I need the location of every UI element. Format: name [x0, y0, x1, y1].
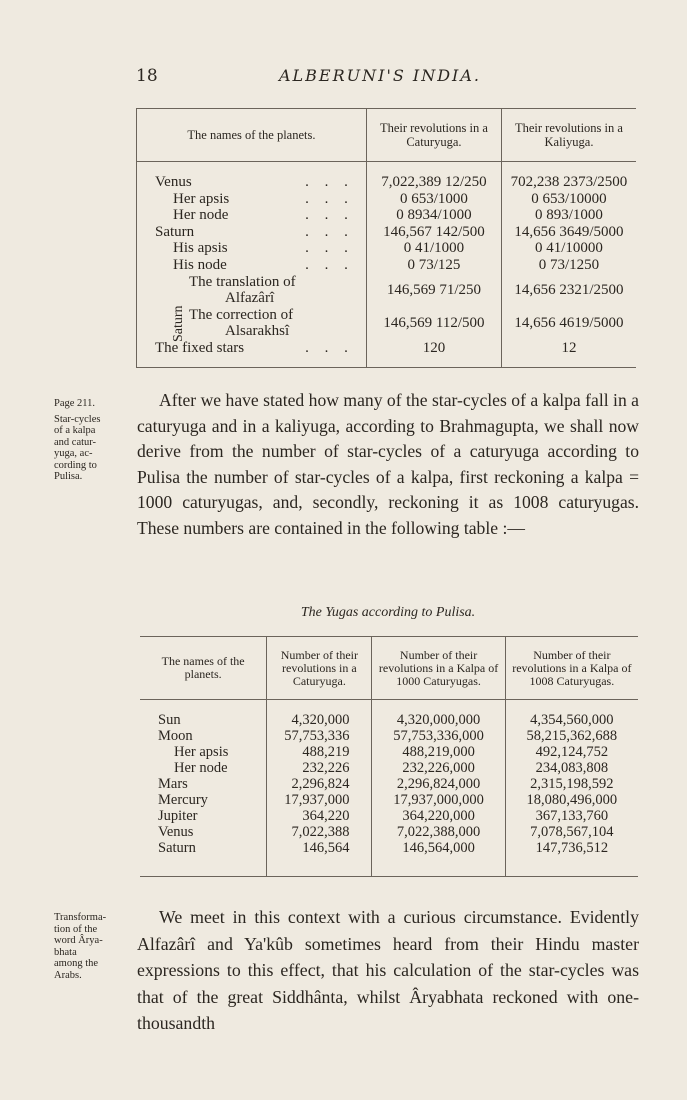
sidenote-line: Arabs.: [54, 969, 82, 981]
paragraph-star-cycles: After we have stated how many of the star-cycles of a kalpa fall in a caturyuga and in a kaliyuga, according to Brahmagupta, we shall now derive from the number of star-cycles of a caturyuga according to Pulisa the number of star-cycles of a kalpa, first reckoning a kalpa = 1000 caturyugas, and, secondly, reckoning it as 1008 caturyugas. These numbers are contained in the following table :—: [137, 390, 639, 538]
table1-row: [137, 207, 637, 224]
caturyuga-count: 7,022,388: [267, 824, 372, 840]
kalpa-1000-count: 232,226,000: [372, 760, 505, 776]
planet-name-cell: [137, 257, 367, 274]
caturyuga-value: 146,569 71/250: [366, 274, 501, 307]
sidenote-line: Pulisa.: [54, 471, 83, 482]
kalpa-1000-count: 364,220,000: [372, 808, 505, 824]
planet-name-text: Her node: [173, 207, 229, 224]
kalpa-1008-count: 234,083,808: [505, 760, 638, 776]
planet-name: Saturn: [140, 840, 267, 877]
kaliyuga-value: 0 893/1000: [501, 207, 636, 224]
planet-name-cell: [137, 240, 367, 257]
kaliyuga-value: 14,656 2321/2500: [501, 274, 636, 307]
leader-dots: . . .: [305, 223, 354, 240]
table1-row: [137, 257, 637, 274]
caturyuga-value: 7,022,389 12/250: [366, 174, 501, 191]
table2-row: [140, 728, 638, 744]
planet-name: [137, 257, 366, 274]
caturyuga-value: 120: [366, 340, 501, 367]
table1-row-fixed-stars: [137, 340, 637, 367]
leader-dots: . . .: [305, 207, 354, 224]
table1-header-kaliyuga: Their revolutions in a Kaliyuga.: [501, 109, 636, 162]
kalpa-1008-count: 4,354,560,000: [505, 712, 638, 728]
table1-row: [137, 174, 637, 191]
planet-name: Mars: [158, 776, 188, 792]
kalpa-1008-count: 58,215,362,688: [505, 728, 638, 744]
planet-name-cell: [137, 174, 367, 191]
sidenote-line: yuga, ac-: [54, 448, 93, 459]
sidenote-line: Page 211.: [54, 398, 96, 409]
planet-name: [137, 340, 366, 357]
saturn-vertical-label: Saturn: [171, 305, 186, 342]
sidenote-transformation: [54, 912, 106, 981]
table2-row: [140, 792, 638, 808]
planet-name-cell: [137, 340, 367, 367]
kalpa-1000-count: 146,564,000: [372, 840, 505, 877]
table1-row: [137, 224, 637, 241]
kalpa-1008-count: 367,133,760: [505, 808, 638, 824]
planet-name-text: The fixed stars: [155, 339, 245, 356]
leader-dots: . . .: [305, 240, 354, 257]
table2-header-names: The names of the planets.: [140, 637, 267, 700]
kaliyuga-value: 0 653/10000: [501, 191, 636, 208]
table2-header-caturyuga: Number of their revolutions in a Caturyuga.: [267, 637, 372, 700]
caturyuga-count: 2,296,824: [267, 776, 372, 792]
kalpa-1000-count: 7,022,388,000: [372, 824, 505, 840]
leader-dots: . . .: [305, 256, 354, 273]
table2-row: [140, 808, 638, 824]
kalpa-1008-count: 147,736,512: [505, 840, 638, 877]
planet-name-cell: [137, 207, 367, 224]
kalpa-1008-count: 18,080,496,000: [505, 792, 638, 808]
kalpa-1008-count: 2,315,198,592: [505, 776, 638, 792]
paragraph-curious-circumstance: We meet in this context with a curious circumstance. Evidently Alfazârî and Ya'kûb sometimes heard from their Hindu master expressions to this effect, that his calculation of the star-cycles was that of the great Siddhânta, whilst Âryabhata reckoned with one-thousandth: [137, 907, 639, 1033]
caturyuga-count: 4,320,000: [267, 712, 372, 728]
leader-dots: . . .: [305, 174, 354, 190]
caturyuga-count: 232,226: [267, 760, 372, 776]
caturyuga-value: 0 73/125: [366, 257, 501, 274]
caturyuga-count: 17,937,000: [267, 792, 372, 808]
variant-line2: Alfazârî: [225, 290, 275, 307]
sidenote-line: bhata: [54, 946, 77, 958]
planet-name-cell: [137, 224, 367, 241]
table1-row: [137, 191, 637, 208]
planet-name: Her node: [174, 760, 228, 776]
planet-name-text: His apsis: [173, 240, 228, 257]
sidenote-line: cording to: [54, 459, 97, 471]
planet-name-text: His node: [173, 256, 227, 273]
table2-row: [140, 760, 638, 776]
planet-name: Jupiter: [158, 808, 198, 824]
variant-line1: The translation of: [189, 273, 296, 290]
table1-row: [137, 240, 637, 257]
kalpa-1000-count: 488,219,000: [372, 744, 505, 760]
planet-name: [137, 240, 366, 257]
kalpa-1000-count: 2,296,824,000: [372, 776, 505, 792]
caturyuga-value: 146,569 112/500: [366, 307, 501, 340]
leader-dots: . . .: [305, 339, 354, 356]
planet-name: Venus: [158, 824, 194, 840]
sidenote-line: among the: [54, 958, 99, 969]
caturyuga-value: 0 41/1000: [366, 240, 501, 257]
sidenote-line: of a kalpa: [54, 425, 96, 436]
caturyuga-value: 0 8934/1000: [366, 207, 501, 224]
kalpa-1000-count: 17,937,000,000: [372, 792, 505, 808]
kalpa-1008-count: 7,078,567,104: [505, 824, 638, 840]
kaliyuga-value: 14,656 4619/5000: [501, 307, 636, 340]
caturyuga-value: 146,567 142/500: [366, 224, 501, 241]
kaliyuga-value: 12: [501, 340, 636, 367]
caturyuga-count: 146,564: [267, 840, 372, 877]
caturyuga-value: 0 653/1000: [366, 191, 501, 208]
kaliyuga-value: 0 41/10000: [501, 240, 636, 257]
sidenote-line: and catur-: [54, 436, 97, 448]
yugas-pulisa-table: [140, 636, 638, 877]
table2-row: [140, 840, 638, 877]
saturn-variant-cell: [137, 307, 367, 340]
sidenote-line: Transforma-: [54, 912, 107, 923]
leader-dots: . . .: [305, 190, 354, 207]
planet-name: Sun: [158, 712, 181, 728]
planet-name: [137, 207, 366, 224]
kaliyuga-value: 0 73/1250: [501, 257, 636, 274]
table1-saturn-row: [137, 307, 637, 340]
planet-name-text: Venus: [155, 174, 192, 190]
kaliyuga-value: 702,238 2373/2500: [501, 174, 636, 191]
planet-name: Moon: [158, 728, 193, 744]
planet-name: Her apsis: [174, 744, 229, 760]
kalpa-1008-count: 492,124,752: [505, 744, 638, 760]
running-head: ALBERUNI'S INDIA.: [278, 66, 482, 85]
planet-name-text: Saturn: [155, 223, 195, 240]
planet-name-cell: [137, 191, 367, 208]
planet-name-text: Her apsis: [173, 190, 230, 207]
table2-header-kalpa-1008: Number of their revolutions in a Kalpa of 1008 Caturyugas.: [505, 637, 638, 700]
page-number: 18: [136, 66, 158, 86]
table2-row: [140, 824, 638, 840]
planet-name: [137, 224, 366, 241]
planet-name: [137, 174, 366, 191]
table1-saturn-row: [137, 274, 637, 307]
saturn-variant: [137, 307, 366, 340]
table2-row: [140, 776, 638, 792]
sidenote-line: word Ârya-: [54, 935, 103, 946]
planet-name: Mercury: [158, 792, 208, 808]
kaliyuga-value: 14,656 3649/5000: [501, 224, 636, 241]
variant-line1: The correction of: [189, 306, 294, 323]
caturyuga-count: 57,753,336: [267, 728, 372, 744]
table2-caption: The Yugas according to Pulisa.: [300, 605, 476, 620]
table2-row: [140, 744, 638, 760]
table2-row: [140, 712, 638, 728]
sidenote-line: Star-cycles: [54, 413, 101, 425]
sidenote-star-cycles: [54, 398, 100, 483]
table1-header-names: The names of the planets.: [137, 109, 367, 162]
variant-line2: Alsarakhsî: [225, 323, 290, 340]
planet-name: [137, 191, 366, 208]
planet-revolutions-table: [136, 108, 636, 368]
kalpa-1000-count: 57,753,336,000: [372, 728, 505, 744]
sidenote-line: tion of the: [54, 923, 98, 935]
table2-header-kalpa-1000: Number of their revolutions in a Kalpa of 1000 Caturyugas.: [372, 637, 505, 700]
caturyuga-count: 488,219: [267, 744, 372, 760]
kalpa-1000-count: 4,320,000,000: [372, 712, 505, 728]
table1-header-caturyuga: Their revolutions in a Caturyuga.: [366, 109, 501, 162]
caturyuga-count: 364,220: [267, 808, 372, 824]
